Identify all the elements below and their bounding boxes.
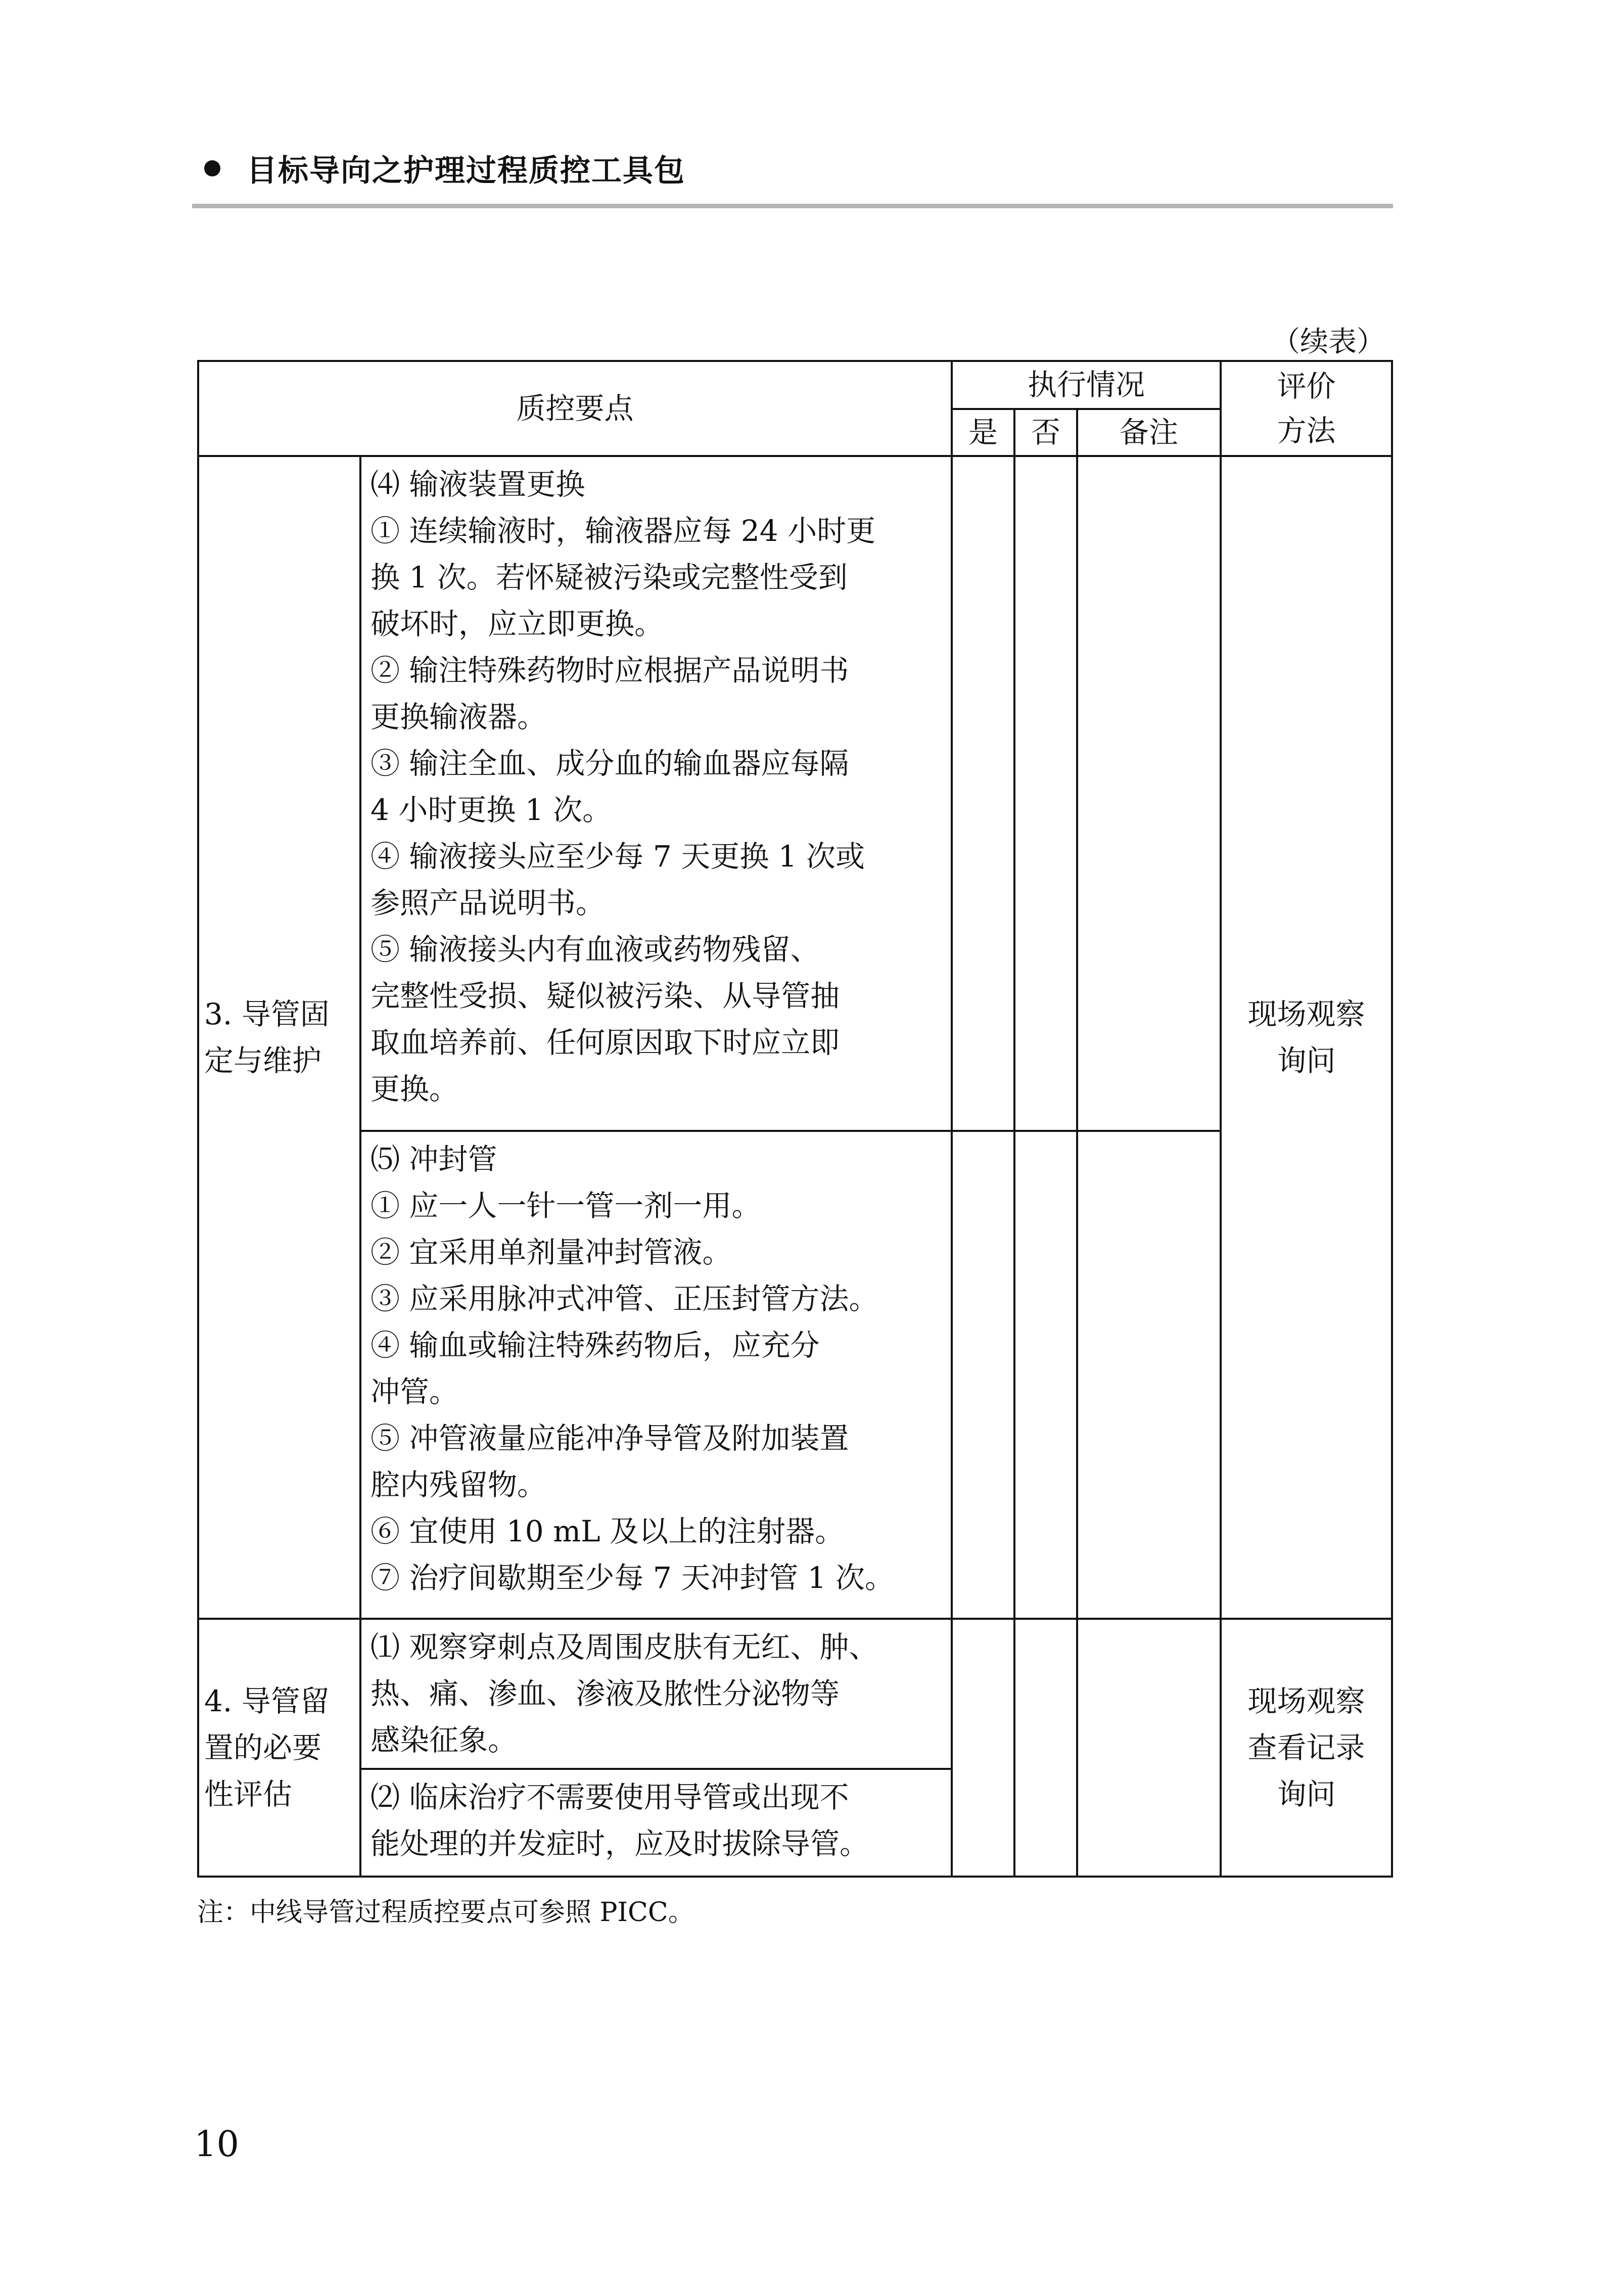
running-header (195, 147, 685, 190)
item-observe-site: ⑴ 观察穿刺点及周围皮肤有无红、肿、 热、痛、渗血、渗液及脓性分泌物等 感染征象。 (360, 1619, 952, 1769)
yes-cell (952, 1131, 1014, 1618)
no-cell (1014, 1131, 1077, 1618)
header-no: 否 (1014, 409, 1077, 456)
header-yes: 是 (952, 409, 1014, 456)
item-infusion-device-change: ⑷ 输液装置更换 ① 连续输液时，输液器应每 24 小时更 换 1 次。若怀疑被污染或完整性受到 破坏时，应立即更换。 ② 输注特殊药物时应根据产品说明书 更换输液器。 ③ 输注全血、成分血的输血器应每隔 4 小时更换 1 次。 ④ 输液接头应至少每 7 天更换 1 次或 参照产品说明书。 ⑤ 输液接头内有血液或药物残留、 完整性受损、疑似被污染、从导管抽 取血培养前、任何原因取下时应立即 更换。 (360, 456, 952, 1131)
page-number: 10 (194, 2123, 240, 2165)
category-3: 3. 导管固 定与维护 (198, 456, 360, 1619)
remarks-cell (1077, 1619, 1221, 1877)
remarks-cell (1077, 456, 1221, 1131)
header-execution: 执行情况 (952, 361, 1221, 409)
method-4: 现场观察 查看记录 询问 (1221, 1619, 1392, 1877)
yes-cell (952, 1619, 1014, 1877)
item-flush-lock: ⑸ 冲封管 ① 应一人一针一管一剂一用。 ② 宜采用单剂量冲封管液。 ③ 应采用脉冲式冲管、正压封管方法。 ④ 输血或输注特殊药物后，应充分 冲管。 ⑤ 冲管液量应能冲净导管及附加装置 腔内残留物。 ⑥ 宜使用 10 mL 及以上的注射器。 ⑦ 治疗间歇期至少每 7 天冲封管 1 次。 (360, 1131, 952, 1618)
item-remove-catheter: ⑵ 临床治疗不需要使用导管或出现不 能处理的并发症时，应及时拔除导管。 (360, 1769, 952, 1877)
bullet-icon (204, 160, 220, 176)
yes-cell (952, 456, 1014, 1131)
method-3: 现场观察 询问 (1221, 456, 1392, 1619)
header-title: 目标导向之护理过程质控工具包 (247, 153, 685, 189)
header-remarks: 备注 (1077, 409, 1221, 456)
header-method: 评价 方法 (1221, 361, 1392, 456)
continued-label: （续表） (1272, 326, 1385, 358)
table-note: 注：中线导管过程质控要点可参照 PICC。 (197, 1897, 694, 1928)
table-row (198, 1619, 1392, 1769)
header-key-points: 质控要点 (198, 361, 952, 456)
no-cell (1014, 456, 1077, 1131)
no-cell (1014, 1619, 1077, 1877)
category-4: 4. 导管留 置的必要 性评估 (198, 1619, 360, 1877)
header-rule (192, 204, 1393, 208)
table-row (198, 456, 1392, 1131)
quality-control-table (197, 360, 1393, 1878)
table-row (198, 1131, 1392, 1618)
remarks-cell (1077, 1131, 1221, 1618)
